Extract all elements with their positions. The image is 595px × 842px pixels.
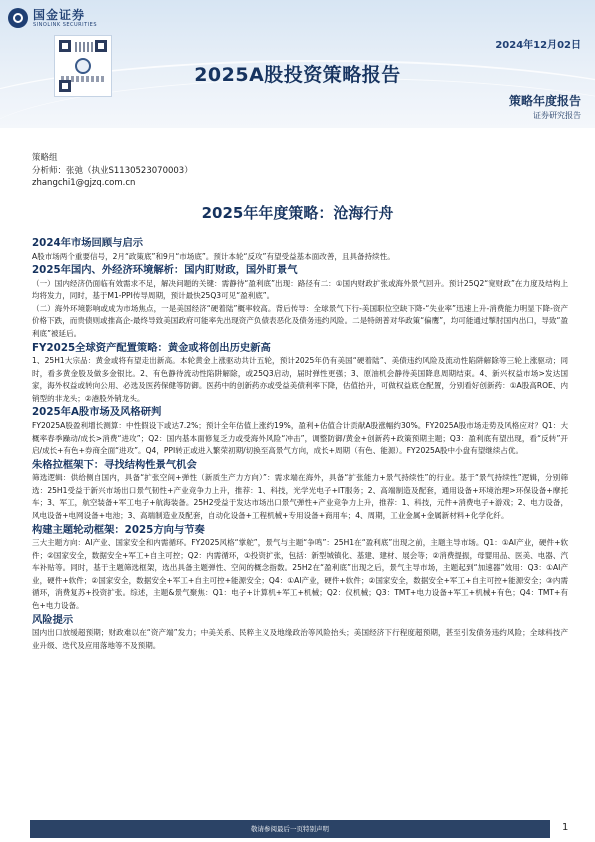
section-heading: 风险提示 bbox=[32, 613, 74, 626]
section-paragraph: 国内出口放缓超预期；财政难以在“资产端”发力；中美关系、民粹主义及地缘政治等风险抬头；美国经济下行程度超预期，甚至引发债务违约风险；全球科技产业升级、迭代及应用落地等不及预期。 bbox=[32, 628, 568, 650]
report-department: 证券研究报告 bbox=[533, 111, 581, 120]
section-heading: 2025年A股市场及风格研判 bbox=[32, 406, 162, 419]
section-paragraph: A股市场两个重要信号，2月“政策底”和9月“市场底”。预计本轮“反攻”有望受益基本面改善，且具备持续性。 bbox=[32, 251, 395, 261]
company-logo bbox=[8, 8, 97, 28]
report-body bbox=[32, 236, 568, 652]
section-heading: FY2025全球资产配置策略：黄金或将创出历史新高 bbox=[32, 341, 271, 354]
report-title: 2025A股投资策略报告 bbox=[194, 64, 401, 86]
research-group: 策略组 bbox=[32, 153, 58, 163]
section-heading: 构建主题轮动框架：2025方向与节奏 bbox=[32, 523, 205, 536]
section-paragraph: （二）海外环境影响或成为市场焦点，一是美国经济“硬着陆”概率较高。背后传导：全球景气下行-美国职位空缺下降-“失业率”迅速上升-消费能力明显下降-资产价格下跌，而贵债则或推高企-最终导致美国政府可能率先出现资产负债表恶化及债务违约风险。二是特朗普对华政策“偏鹰”，均可能通过掣肘国内出口，导致“盈利底”被延后。 bbox=[32, 303, 568, 338]
section-heading: 2025年国内、外经济环境解析：国内盯财政，国外盯景气 bbox=[32, 264, 298, 277]
analyst-name: 分析师：张弛（执业S1130523070003） bbox=[32, 165, 193, 176]
document-title: 2025年年度策略：沧海行舟 bbox=[201, 204, 394, 222]
page-footer bbox=[0, 816, 595, 842]
logo-mark-icon bbox=[8, 8, 28, 28]
section-paragraph: 筛选逻辑：供给侧自国内，具备“扩张空间+弹性（新质生产力方向）”：需求端在海外，具备“扩张能力+景气持续性”的行业。基于“景气持续性”逻辑，分别筛选：25H1受益于新兴市场出口景气韧性+产业竞争力上升，推荐：1、科技，光学光电子+IT服务；2、高端制造及配套，通用设备+环境治理>环保设备+摩托车；3、军工，航空装备+军工电子+航海装备。25H2受益于发达市场出口景气弹性+产业竞争力上升，推荐：1、科技，元件+消费电子+游戏；2、电力设备，风电设备+电网设备+电池；3、高端制造业及配套，自动化设备+工程机械+专用设备+商用车；4、周期，工业金属+金属新材料+化学化纤。 bbox=[32, 473, 568, 520]
section-paragraph: 三大主题方向：AI产业、国家安全和内需循环。FY2025风格“掌舵”，景气与主题“争鸣”：25H1在“盈利底”出现之前，主题主导市场。Q1：①AI产业，硬件+软件；②国家安全，数据安全+军工+自主可控；Q2：内需循环，①投资扩张，包括：新型城镇化、基建、建材、展会等；②消费提振，母婴用品、医美、电器、汽车补贴等。同时，基于主题筛选框架，选出具备主题弹性、空间的概念指数。25H2在“盈利底”出现之后，景气主导市场，主题起到“加速器”效用：Q3：①AI产业，硬件+软件；②国家安全，数据安全+军工+自主可控+能源安全；Q4：①AI产业，硬件+软件；②国家安全，数据安全+军工+自主可控+能源安全；③内需循环，消费复苏+投资扩张。综述，主题&景气聚焦：Q1：电子+计算机+军工+机械；Q2：仪机械；Q3：TMT+电力设备+军工+机械+有色；Q4：TMT+有色+电力设备。 bbox=[32, 538, 568, 611]
page-number: 1 bbox=[562, 822, 569, 833]
section-paragraph: 1、25H1大宗品：黄金或将有望走出新高。本轮黄金上涨驱动共计五轮，预计2025年仍有美国“硬着陆”、美债违约风险及流动性陷阱解除等三轮上涨驱动；同时，看多黄金股及做多金银比。2、有色静待流动性陷阱解除，或25Q3启动，届时弹性更强；3、原油机会静待美国降息周期结束。4、新兴权益市场>发达国家，海外权益或转向公用、必选及医药保健等防御。医药中的创新药亦或受益美债利率下降，估值抬升，可做权益底仓配置，分别看好创新药：①A股高ROE、内销型的非龙头；②港股外销龙头。 bbox=[32, 356, 568, 403]
report-header bbox=[0, 0, 595, 128]
section-heading: 朱格拉框架下：寻找结构性景气机会 bbox=[32, 458, 197, 471]
logo-name-en: SINOLINK SECURITIES bbox=[33, 21, 97, 28]
section-heading: 2024年市场回顾与启示 bbox=[32, 237, 144, 249]
footer-disclaimer: 敬请参阅最后一页特别声明 bbox=[251, 825, 329, 833]
analyst-email: zhangchi1@gjzq.com.cn bbox=[32, 178, 136, 188]
report-date: 2024年12月02日 bbox=[495, 40, 581, 51]
logo-name-cn: 国金证券 bbox=[33, 7, 86, 22]
section-paragraph: （一）国内经济仍面临有效需求不足，解决问题的关键：需静待“盈利底”出现：路径有二：①国内财政扩张或海外景气回升。预计25Q2“宽财政”在力度及结构上均将发力，同时，基于M1-PPI传导周期，预计最快25Q3可见“盈利底”。 bbox=[32, 278, 568, 301]
author-info bbox=[32, 152, 193, 190]
report-type: 策略年度报告 bbox=[508, 94, 581, 108]
section-paragraph: FY2025A股盈利增长测算：中性假设下或达7.2%；预计全年估值上涨约19%，盈利+估值合计贡献A股涨幅约30%。FY2025A股市场走势及风格应对？Q1：大概率春季躁动/成长>消费“进攻”；Q2：国内基本面修复乏力或受海外风险“冲击”，调整防御/黄金+创新药+政策预期主题；Q3：盈利底有望出现，看“反转”开启/成长+有色+券商全面“进攻”。Q4，PPI转正或进入繁荣初期/切换至高景气方向，成长+周期（有色、能源）。FY2025A股中小盘有望继续占优。 bbox=[32, 420, 568, 456]
